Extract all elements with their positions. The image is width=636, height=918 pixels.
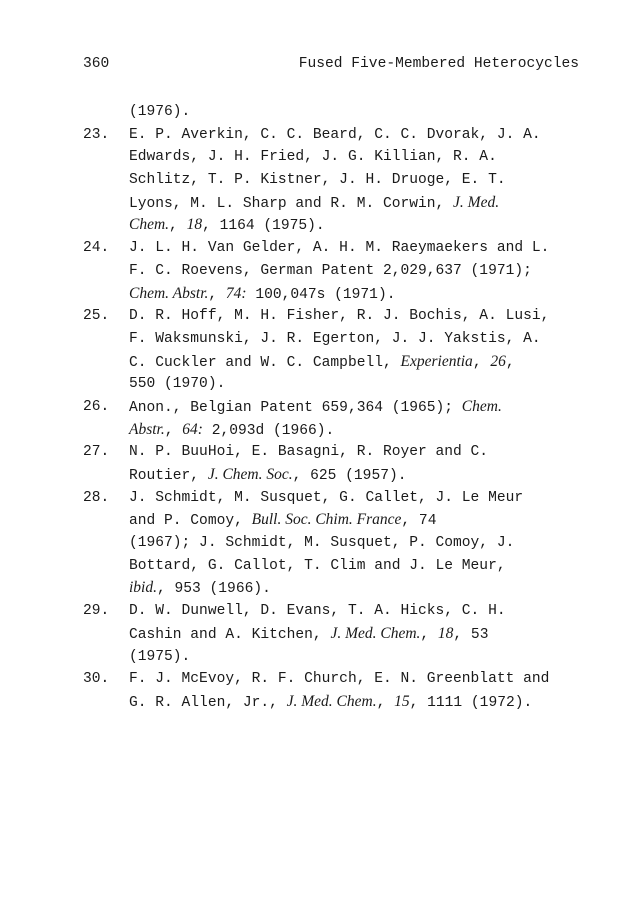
reference-number: 29. — [83, 603, 110, 620]
reference-italic-segment: Bull. Soc. Chim. France — [251, 511, 402, 529]
reference-segment: Bottard, G. Callot, T. Clim and J. Le Meur, — [129, 557, 506, 574]
reference-text — [129, 691, 532, 715]
reference-text — [129, 101, 190, 124]
reference-line — [83, 532, 583, 555]
reference-segment: , 1164 (1975). — [202, 218, 325, 235]
reference-line — [83, 237, 583, 260]
reference-entry — [83, 124, 583, 237]
reference-italic-segment: J. Med. — [453, 193, 500, 211]
reference-line — [83, 419, 583, 442]
reference-segment: (1975). — [129, 648, 191, 665]
reference-italic-segment: 15 — [394, 692, 410, 710]
reference-italic-segment: 74: — [225, 284, 247, 302]
reference-text — [129, 192, 499, 216]
reference-text — [129, 351, 515, 375]
reference-text — [129, 646, 190, 669]
reference-line — [83, 441, 583, 464]
reference-text — [129, 441, 488, 464]
reference-segment: 2,093d (1966). — [202, 422, 335, 439]
reference-segment: , 53 — [453, 626, 489, 643]
reference-entry — [83, 668, 583, 713]
reference-segment: C. Cuckler and W. C. Campbell, — [129, 354, 401, 371]
reference-text — [129, 600, 506, 623]
reference-line — [83, 260, 583, 283]
reference-segment: , — [208, 286, 226, 303]
reference-text — [129, 419, 334, 443]
reference-text — [129, 487, 523, 510]
reference-segment: D. R. Hoff, M. H. Fisher, R. J. Bochis, A. Lusi, — [129, 308, 550, 325]
reference-segment: G. R. Allen, Jr., — [129, 694, 287, 711]
reference-segment: and P. Comoy, — [129, 513, 252, 530]
reference-line — [83, 328, 583, 351]
reference-number: 25. — [83, 308, 110, 325]
reference-segment: , — [164, 422, 183, 439]
reference-list — [83, 101, 583, 714]
reference-segment: Edwards, J. H. Fried, J. G. Killian, R. A. — [129, 149, 497, 166]
reference-segment: (1967); J. Schmidt, M. Susquet, P. Comoy, J. — [129, 535, 515, 552]
reference-text — [129, 555, 506, 578]
reference-line — [83, 373, 583, 396]
reference-segment: 100,047s (1971). — [246, 286, 396, 303]
reference-segment: , 1111 (1972). — [409, 694, 533, 711]
reference-number: 24. — [83, 240, 110, 257]
reference-segment: Lyons, M. L. Sharp and R. M. Corwin, — [129, 195, 454, 212]
reference-text — [129, 305, 549, 328]
reference-segment: J. Schmidt, M. Susquet, G. Callet, J. Le Meur — [129, 489, 524, 506]
reference-line — [83, 305, 583, 328]
reference-segment: F. C. Roevens, German Patent 2,029,637 (1971); — [129, 262, 532, 279]
reference-italic-segment: ibid. — [129, 579, 157, 597]
reference-segment: , — [420, 626, 438, 643]
reference-number: 28. — [83, 489, 110, 506]
reference-segment: F. J. McEvoy, R. F. Church, E. N. Greenblatt and — [129, 671, 550, 688]
reference-segment: 550 (1970). — [129, 376, 226, 393]
reference-segment: , — [376, 694, 395, 711]
reference-segment: , 625 (1957). — [292, 468, 407, 484]
reference-entry — [83, 305, 583, 396]
reference-segment: J. L. H. Van Gelder, A. H. M. Raeymaekers and L. — [129, 240, 550, 257]
reference-line — [83, 577, 583, 600]
reference-entry — [83, 396, 583, 441]
reference-number: 26. — [83, 398, 110, 415]
reference-italic-segment: Experientia — [400, 352, 473, 370]
reference-text — [129, 396, 502, 420]
reference-segment: Schlitz, T. P. Kistner, J. H. Druoge, E. T. — [129, 172, 506, 189]
reference-line — [83, 351, 583, 374]
reference-segment: Cashin and A. Kitchen, — [129, 626, 331, 643]
page-number: 360 — [83, 56, 110, 72]
reference-italic-segment: J. Chem. Soc. — [207, 466, 293, 483]
reference-text — [129, 577, 271, 601]
reference-segment: , 953 (1966). — [157, 581, 271, 598]
reference-text — [129, 214, 325, 238]
reference-line — [83, 169, 583, 192]
reference-italic-segment: 18 — [186, 216, 203, 234]
reference-entry — [83, 441, 583, 486]
reference-line — [83, 214, 583, 237]
page-header — [83, 56, 579, 76]
reference-line — [83, 623, 583, 646]
reference-italic-segment: 26 — [490, 352, 506, 370]
reference-number: 23. — [83, 126, 110, 143]
reference-segment: F. Waksmunski, J. R. Egerton, J. J. Yakstis, A. — [129, 330, 541, 347]
reference-entry — [83, 237, 583, 305]
reference-text — [129, 509, 436, 533]
reference-text — [129, 532, 514, 555]
reference-segment: Anon., Belgian Patent 659,364 (1965); — [129, 399, 462, 416]
reference-segment: E. P. Averkin, C. C. Beard, C. C. Dvorak, J. A. — [129, 126, 541, 143]
reference-line — [83, 396, 583, 419]
reference-number: 27. — [83, 444, 110, 461]
reference-line — [83, 464, 583, 487]
reference-line — [83, 646, 583, 669]
reference-segment: , — [472, 354, 491, 371]
reference-text — [129, 169, 506, 192]
reference-italic-segment: Chem. Abstr. — [129, 284, 209, 302]
reference-italic-segment: Chem. — [461, 397, 502, 415]
reference-line — [83, 691, 583, 714]
reference-text — [129, 146, 497, 169]
reference-entry — [83, 600, 583, 668]
reference-entry — [83, 101, 583, 124]
reference-text — [129, 668, 549, 691]
running-title: Fused Five-Membered Heterocycles — [298, 56, 579, 72]
reference-segment: , 74 — [401, 513, 437, 530]
reference-italic-segment: Abstr. — [129, 420, 165, 438]
reference-line — [83, 668, 583, 691]
reference-line — [83, 487, 583, 510]
reference-segment: (1976). — [129, 104, 191, 120]
reference-text — [129, 328, 541, 351]
reference-line — [83, 124, 583, 147]
reference-entry — [83, 487, 583, 600]
reference-line — [83, 192, 583, 215]
reference-segment: N. P. BuuHoi, E. Basagni, R. Royer and C. — [129, 444, 489, 461]
reference-line — [83, 509, 583, 532]
reference-italic-segment: 64: — [182, 420, 203, 438]
reference-line — [83, 283, 583, 306]
reference-line — [83, 555, 583, 578]
reference-italic-segment: J. Med. Chem. — [330, 624, 421, 642]
reference-text — [129, 124, 541, 147]
reference-text — [129, 623, 488, 647]
reference-segment: , — [505, 354, 515, 371]
reference-line — [83, 101, 583, 124]
reference-segment: Routier, — [129, 468, 208, 484]
reference-text — [129, 373, 225, 396]
reference-segment: , — [169, 218, 187, 235]
reference-number: 30. — [83, 671, 110, 688]
reference-text — [129, 260, 532, 283]
reference-italic-segment: J. Med. Chem. — [286, 692, 377, 710]
reference-text — [129, 237, 549, 260]
reference-text — [129, 283, 395, 307]
reference-line — [83, 600, 583, 623]
reference-segment: D. W. Dunwell, D. Evans, T. A. Hicks, C. H. — [129, 603, 506, 620]
reference-text — [129, 464, 406, 488]
reference-italic-segment: 18 — [437, 624, 454, 642]
reference-line — [83, 146, 583, 169]
reference-italic-segment: Chem. — [129, 216, 170, 234]
